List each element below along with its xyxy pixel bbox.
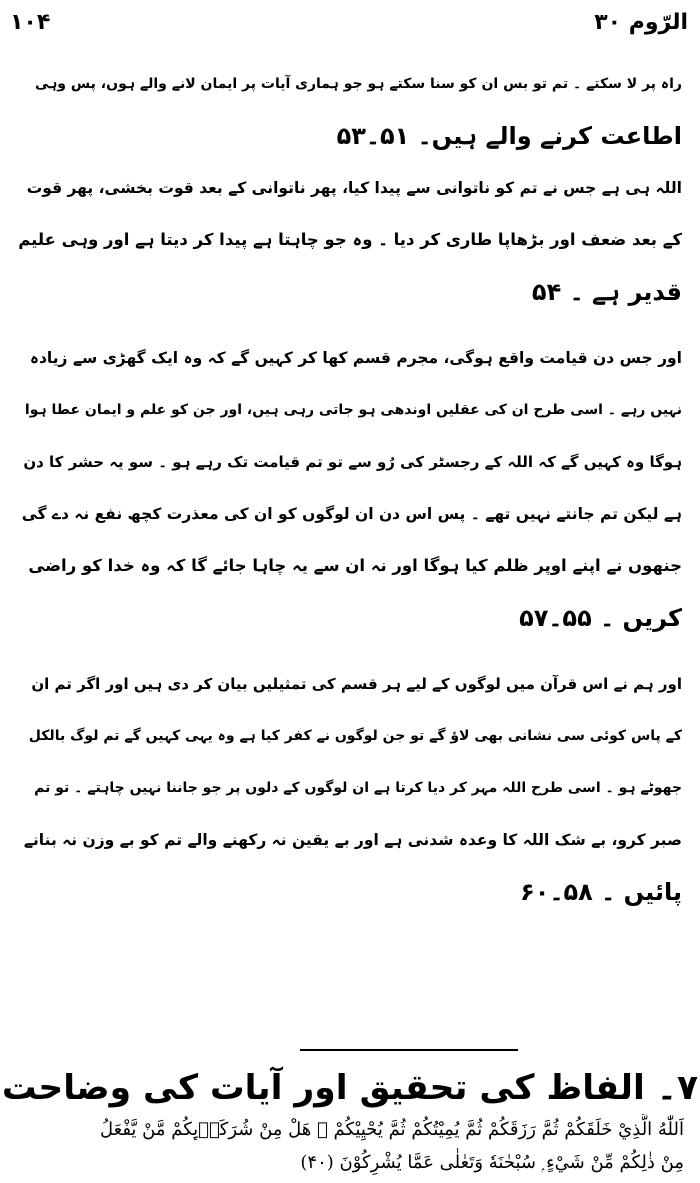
- text-line: کے پاس کوئی سی نشانی بھی لاؤ گے تو جن لوگوں نے کفر کیا ہے وہ یہی کہیں گے تم لوگ بالکل: [28, 728, 682, 744]
- text-line: اطاعت کرنے والے ہیں۔ ۵۱۔۵۳: [336, 122, 682, 150]
- text-line: راہ پر لا سکتے ۔ تم تو بس ان کو سنا سکتے ہو جو ہماری آیات پر ایمان لانے والے ہوں، پس وہی: [34, 76, 682, 92]
- text-line: اور ہم نے اس قرآن میں لوگوں کے لیے ہر قسم کی تمثیلیں بیان کر دی ہیں اور اگر تم ان: [31, 675, 682, 693]
- text-line: پائیں ۔ ۵۸۔۶۰: [520, 878, 682, 906]
- page-number: ۱۰۴: [10, 10, 51, 35]
- quran-verse-line: اَللّٰهُ الَّذِيْ خَلَقَكُمْ ثُمَّ رَزَقَكُمْ ثُمَّ يُمِيْتُكُمْ ثُمَّ يُحْيِيْكُمْ ۭ هَلْ مِنْ شُرَكَاۗىِٕكُمْ مَّنْ يَّفْعَلُ: [100, 1119, 684, 1140]
- text-line: ہوگا وہ کہیں گے کہ اللہ کے رجسٹر کی رُو سے تو تم قیامت تک رہے ہو ۔ سو یہ حشر کا دن: [23, 453, 682, 471]
- text-line: اللہ ہی ہے جس نے تم کو ناتوانی سے پیدا کیا، پھر ناتوانی کے بعد قوت بخشی، پھر قوت: [26, 179, 682, 197]
- translation-body: [18, 58, 682, 918]
- text-line: جنھوں نے اپنے اوپر ظلم کیا ہوگا اور نہ ان سے یہ چاہا جائے گا کہ وہ خدا کو راضی: [28, 556, 682, 575]
- section-divider: [300, 1049, 518, 1051]
- section-heading: ۷۔ الفاظ کی تحقیق اور آیات کی وضاحت: [1, 1068, 699, 1108]
- text-line: اور جس دن قیامت واقع ہوگی، مجرم قسم کھا کر کہیں گے کہ وہ ایک گھڑی سے زیادہ: [29, 349, 682, 367]
- text-line: ہے لیکن تم جانتے نہیں تھے ۔ پس اس دن ان لوگوں کو ان کی معذرت کچھ نفع نہ دے گی: [21, 505, 682, 523]
- text-line: کریں ۔ ۵۵۔۵۷: [519, 604, 682, 632]
- quran-verse-line: مِنْ ذٰلِكُمْ مِّنْ شَيْءٍ ۭ سُبْحٰنَهٗ وَتَعٰلٰى عَمَّا يُشْرِكُوْنَ (۴۰): [300, 1152, 684, 1173]
- text-line: کے بعد ضعف اور بڑھاپا طاری کر دیا ۔ وہ جو چاہتا ہے پیدا کر دیتا ہے اور وہی علیم: [18, 230, 682, 249]
- text-line: نہیں رہے ۔ اسی طرح ان کی عقلیں اوندھی ہو جاتی رہی ہیں، اور جن کو علم و ایمان عطا ہوا: [24, 402, 682, 418]
- surah-title: الرّوم ۳۰: [594, 10, 688, 35]
- text-line: جھوٹے ہو ۔ اسی طرح اللہ مہر کر دیا کرتا ہے ان لوگوں کے دلوں پر جو جاننا نہیں چاہتے ۔ تو تم: [34, 780, 682, 796]
- text-line: صبر کرو، بے شک اللہ کا وعدہ شدنی ہے اور بے یقین نہ رکھنے والے تم کو بے وزن نہ بنانے: [23, 831, 682, 849]
- text-line: قدیر ہے ۔ ۵۴: [531, 278, 682, 306]
